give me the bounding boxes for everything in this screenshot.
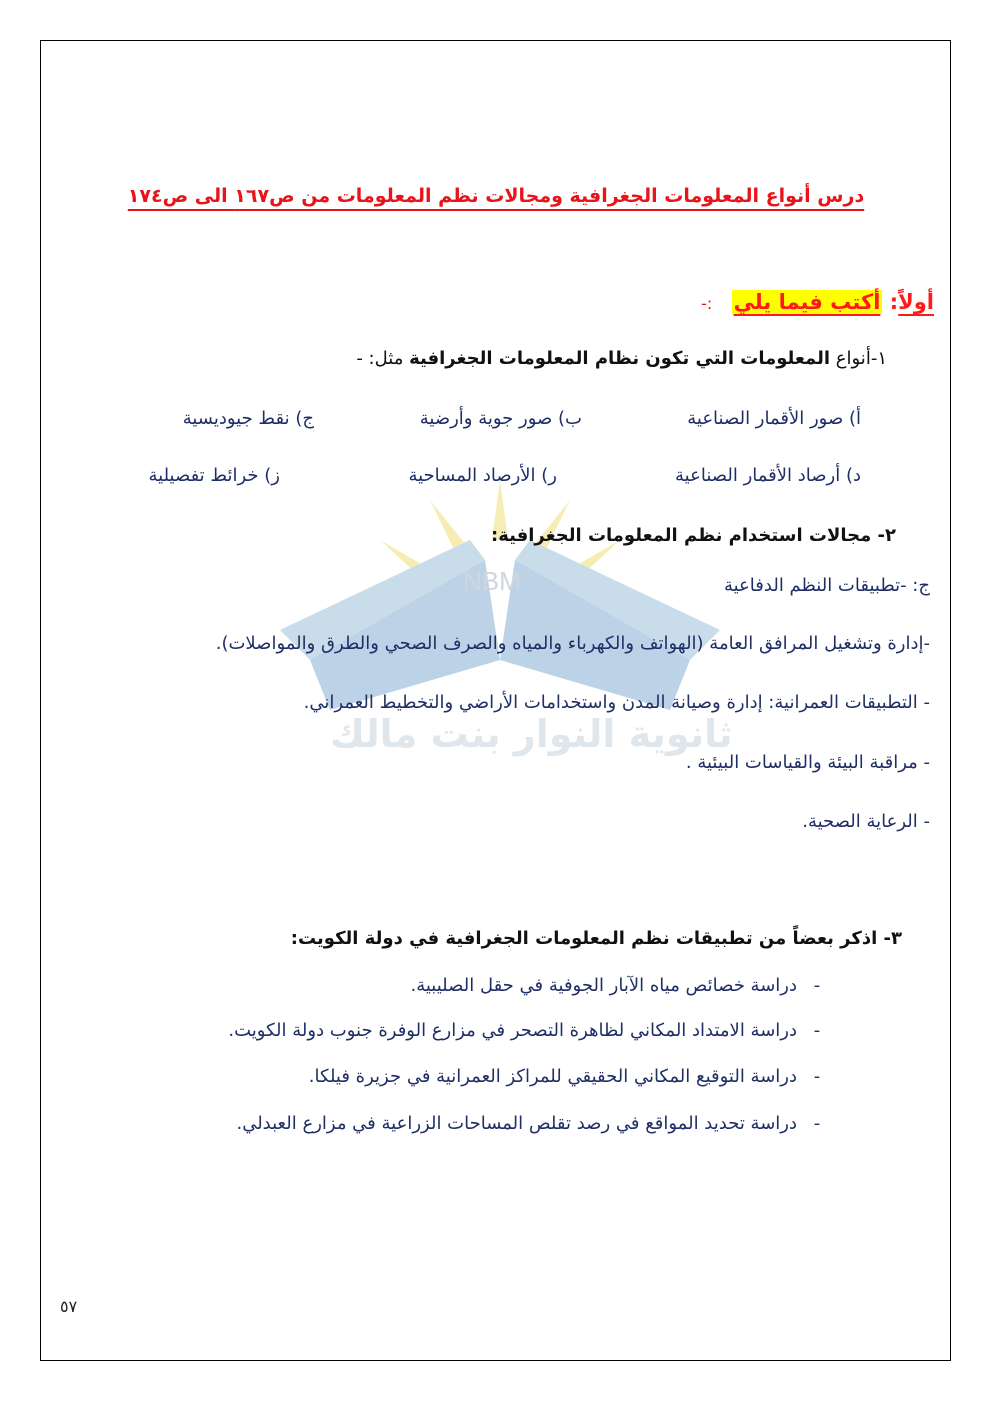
- q2-answer-text: تطبيقات النظم الدفاعية: [723, 575, 901, 596]
- page-title-text: درس أنواع المعلومات الجغرافية ومجالات نظم المعلومات من ص١٦٧ الى ص١٧٤: [127, 185, 865, 207]
- q2-item-environment: - مراقبة البيئة والقياسات البيئية .: [685, 752, 930, 773]
- q3-dash: -: [813, 1113, 821, 1134]
- q1-text-bold: المعلومات التي تكون نظام المعلومات الجغرافية: [409, 348, 831, 369]
- page-title: [0, 185, 992, 207]
- q1-text-start: أنواع: [830, 348, 871, 369]
- q3-item-text: دراسة التوقيع المكاني الحقيقي للمراكز العمرانية في جزيرة فيلكا.: [308, 1066, 797, 1087]
- q3-item-text: دراسة الامتداد المكاني لظاهرة التصحر في مزارع الوفرة جنوب دولة الكويت.: [228, 1020, 797, 1041]
- q3-dash: -: [813, 1020, 821, 1041]
- q2-item-utilities: -إدارة وتشغيل المرافق العامة (الهواتف والكهرباء والمياه والصرف الصحي والطرق والمواصلات).: [215, 633, 930, 654]
- q3-item: [309, 1066, 837, 1087]
- q1-option-r: ر) الأرصاد المساحية: [408, 465, 557, 486]
- page-number: ٥٧: [60, 1297, 78, 1316]
- q2-answer-prefix: ج: -: [900, 575, 930, 596]
- section-prefix: أولاً: [898, 290, 934, 314]
- q1-option-z: ز) خرائط تفصيلية: [148, 465, 280, 486]
- section-label: أكتب فيما يلي: [733, 290, 881, 314]
- q3-dash: -: [813, 1066, 821, 1087]
- q3-item-text: دراسة خصائص مياه الآبار الجوفية في حقل الصليبية.: [410, 975, 797, 996]
- section-suffix: :-: [701, 294, 713, 313]
- watermark-logo: [270, 470, 730, 730]
- question-3-heading: ٣- اذكر بعضاً من تطبيقات نظم المعلومات الجغرافية في دولة الكويت:: [290, 928, 902, 949]
- q1-option-c: ج) نقط جيوديسية: [182, 408, 314, 429]
- q1-text-end: مثل: -: [356, 348, 410, 369]
- watermark-label: NBM: [463, 566, 521, 596]
- section-heading: [701, 290, 934, 314]
- q1-option-a: أ) صور الأقمار الصناعية: [687, 408, 861, 429]
- q3-item: [228, 1020, 837, 1041]
- q1-number: ١-: [870, 348, 887, 369]
- section-colon: :: [889, 290, 899, 314]
- question-2-heading: ٢- مجالات استخدام نظم المعلومات الجغرافية:: [491, 525, 896, 546]
- q1-option-d: د) أرصاد الأقمار الصناعية: [675, 465, 861, 486]
- watermark-text: ثانوية النوار بنت مالك: [330, 712, 733, 756]
- question-1: [356, 348, 887, 369]
- q3-item: [411, 975, 838, 996]
- q3-item: [236, 1113, 837, 1134]
- q1-option-b: ب) صور جوية وأرضية: [419, 408, 582, 429]
- q2-answer-first: [724, 575, 930, 596]
- q3-item-text: دراسة تحديد المواقع في رصد تقلص المساحات الزراعية في مزارع العبدلي.: [236, 1113, 797, 1134]
- q2-item-health: - الرعاية الصحية.: [802, 811, 930, 832]
- q3-dash: -: [813, 975, 821, 996]
- q2-item-urban: - التطبيقات العمرانية: إدارة وصيانة المدن واستخدامات الأراضي والتخطيط العمراني.: [303, 692, 930, 713]
